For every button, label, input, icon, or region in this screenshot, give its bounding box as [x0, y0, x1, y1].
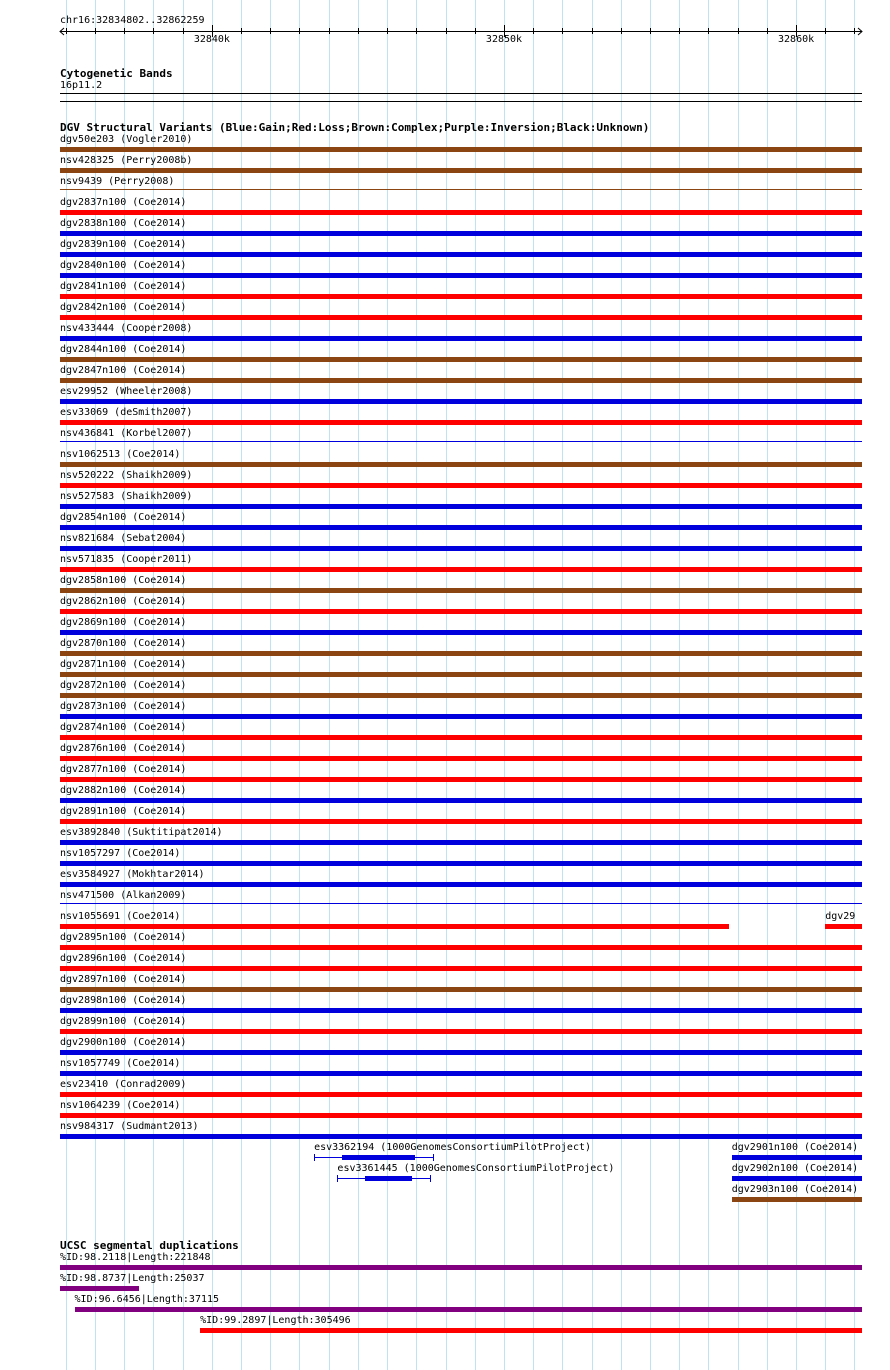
coordinate-ruler	[0, 25, 890, 37]
variant-bar[interactable]	[60, 903, 862, 904]
variant-label: nsv1057749 (Coe2014)	[60, 1058, 181, 1069]
variant-label: dgv2841n100 (Coe2014)	[60, 281, 187, 292]
variant-bar[interactable]	[60, 882, 862, 887]
variant-label: nsv984317 (Sudmant2013)	[60, 1121, 199, 1132]
variant-bar[interactable]	[60, 987, 862, 992]
variant-label: dgv2897n100 (Coe2014)	[60, 974, 187, 985]
variant-bar[interactable]	[60, 735, 862, 740]
variant-bar[interactable]	[342, 1155, 415, 1160]
segdup-label: %ID:98.8737|Length:25037	[60, 1273, 205, 1284]
variant-bar[interactable]	[732, 1176, 862, 1181]
variant-bar[interactable]	[60, 588, 862, 593]
variant-label: esv3362194 (1000GenomesConsortiumPilotProject)	[314, 1142, 592, 1153]
variant-label: dgv2873n100 (Coe2014)	[60, 701, 187, 712]
variant-label: nsv433444 (Cooper2008)	[60, 323, 193, 334]
variant-label: dgv2847n100 (Coe2014)	[60, 365, 187, 376]
cyto-track-title: Cytogenetic Bands	[60, 67, 173, 80]
region-label: chr16:32834802..32862259	[60, 15, 205, 26]
segdup-label: %ID:99.2897|Length:305496	[200, 1315, 351, 1326]
variant-bar[interactable]	[60, 1134, 862, 1139]
variant-bar[interactable]	[732, 1197, 862, 1202]
variant-whisker-cap[interactable]	[314, 1154, 315, 1161]
variant-bar[interactable]	[60, 189, 862, 190]
variant-label: nsv821684 (Sebat2004)	[60, 533, 187, 544]
variant-label: esv3361445 (1000GenomesConsortiumPilotProject)	[337, 1163, 615, 1174]
variant-label: dgv50e203 (Vogler2010)	[60, 134, 193, 145]
variant-label: dgv2895n100 (Coe2014)	[60, 932, 187, 943]
variant-bar[interactable]	[60, 399, 862, 404]
variant-bar[interactable]	[60, 1029, 862, 1034]
variant-bar[interactable]	[60, 1071, 862, 1076]
variant-label: esv3584927 (Mokhtar2014)	[60, 869, 205, 880]
variant-bar[interactable]	[60, 336, 862, 341]
variant-label: nsv571835 (Cooper2011)	[60, 554, 193, 565]
variant-bar[interactable]	[60, 462, 862, 467]
variant-label: dgv2837n100 (Coe2014)	[60, 197, 187, 208]
variant-label: dgv2840n100 (Coe2014)	[60, 260, 187, 271]
cyto-band-label: 16p11.2	[60, 80, 103, 91]
variant-bar[interactable]	[60, 861, 862, 866]
segdup-label: %ID:96.6456|Length:37115	[74, 1294, 220, 1305]
variant-bar[interactable]	[60, 504, 862, 509]
variant-bar[interactable]	[60, 651, 862, 656]
variant-bar[interactable]	[60, 756, 862, 761]
variant-bar[interactable]	[365, 1176, 412, 1181]
variant-label: esv29952 (Wheeler2008)	[60, 386, 193, 397]
variant-label: dgv2838n100 (Coe2014)	[60, 218, 187, 229]
variant-bar[interactable]	[60, 714, 862, 719]
variant-bar[interactable]	[60, 546, 862, 551]
variant-label: nsv471500 (Alkan2009)	[60, 890, 187, 901]
cyto-band-bottom-line	[60, 101, 862, 102]
variant-bar[interactable]	[60, 483, 862, 488]
variant-bar[interactable]	[60, 945, 862, 950]
variant-label: nsv428325 (Perry2008b)	[60, 155, 193, 166]
variant-label: dgv2839n100 (Coe2014)	[60, 239, 187, 250]
variant-bar[interactable]	[60, 525, 862, 530]
variant-label: dgv2844n100 (Coe2014)	[60, 344, 187, 355]
variant-bar[interactable]	[60, 210, 862, 215]
variant-label: dgv2898n100 (Coe2014)	[60, 995, 187, 1006]
variant-label: dgv2870n100 (Coe2014)	[60, 638, 187, 649]
variant-label: dgv2882n100 (Coe2014)	[60, 785, 187, 796]
variant-bar[interactable]	[60, 420, 862, 425]
ruler-tick-label: 32840k	[193, 34, 230, 45]
variant-label: nsv436841 (Korbel2007)	[60, 428, 193, 439]
variant-label: nsv1062513 (Coe2014)	[60, 449, 181, 460]
variant-bar[interactable]	[60, 231, 862, 236]
variant-label: dgv2896n100 (Coe2014)	[60, 953, 187, 964]
variant-whisker-cap[interactable]	[433, 1154, 434, 1161]
ruler-tick-label: 32850k	[485, 34, 523, 45]
variant-bar[interactable]	[60, 357, 862, 362]
variant-label: dgv2899n100 (Coe2014)	[60, 1016, 187, 1027]
variant-label: dgv2891n100 (Coe2014)	[60, 806, 187, 817]
segdup-bar[interactable]	[60, 1286, 139, 1291]
variant-label: dgv2874n100 (Coe2014)	[60, 722, 187, 733]
variant-label: nsv527583 (Shaikh2009)	[60, 491, 193, 502]
variant-bar[interactable]	[60, 672, 862, 677]
variant-label: dgv2869n100 (Coe2014)	[60, 617, 187, 628]
variant-label: dgv2900n100 (Coe2014)	[60, 1037, 187, 1048]
variant-bar[interactable]	[60, 1008, 862, 1013]
ruler-tick-label: 32860k	[778, 34, 815, 45]
variant-label: dgv2872n100 (Coe2014)	[60, 680, 187, 691]
variant-whisker-cap[interactable]	[337, 1175, 338, 1182]
variant-bar[interactable]	[60, 819, 862, 824]
variant-label: dgv29	[825, 911, 856, 922]
variant-label: dgv2862n100 (Coe2014)	[60, 596, 187, 607]
variant-label: dgv2876n100 (Coe2014)	[60, 743, 187, 754]
segdup-label: %ID:98.2118|Length:221848	[60, 1252, 211, 1263]
variant-label: esv3892840 (Suktitipat2014)	[60, 827, 223, 838]
variant-bar[interactable]	[60, 1113, 862, 1118]
variant-label: nsv1064239 (Coe2014)	[60, 1100, 181, 1111]
cyto-band-top-line	[60, 93, 862, 94]
variant-label: dgv2854n100 (Coe2014)	[60, 512, 187, 523]
variant-bar[interactable]	[60, 798, 862, 803]
variant-bar[interactable]	[60, 441, 862, 442]
variant-bar[interactable]	[60, 1092, 862, 1097]
variant-label: dgv2871n100 (Coe2014)	[60, 659, 187, 670]
variant-bar[interactable]	[60, 630, 862, 635]
variant-whisker-cap[interactable]	[430, 1175, 431, 1182]
segdup-bar[interactable]	[60, 1265, 862, 1270]
variant-bar[interactable]	[60, 315, 862, 320]
variant-bar[interactable]	[60, 609, 862, 614]
variant-label: dgv2877n100 (Coe2014)	[60, 764, 187, 775]
variant-bar[interactable]	[825, 924, 862, 929]
dgv-track-title: DGV Structural Variants (Blue:Gain;Red:Loss;Brown:Complex;Purple:Inversion;Black:Unknown)	[60, 121, 650, 134]
variant-bar[interactable]	[60, 777, 862, 782]
segdup-track-title: UCSC segmental duplications	[60, 1239, 239, 1252]
variant-bar[interactable]	[60, 840, 862, 845]
variant-bar[interactable]	[60, 693, 862, 698]
variant-bar[interactable]	[60, 567, 862, 572]
variant-label: nsv520222 (Shaikh2009)	[60, 470, 193, 481]
variant-label: dgv2902n100 (Coe2014)	[731, 1163, 859, 1174]
variant-bar[interactable]	[60, 1050, 862, 1055]
variant-bar[interactable]	[732, 1155, 862, 1160]
variant-label: nsv9439 (Perry2008)	[60, 176, 175, 187]
variant-label: nsv1055691 (Coe2014)	[60, 911, 181, 922]
variant-bar[interactable]	[60, 273, 862, 278]
variant-bar[interactable]	[60, 252, 862, 257]
variant-label: dgv2901n100 (Coe2014)	[731, 1142, 859, 1153]
variant-bar[interactable]	[60, 378, 862, 383]
variant-bar[interactable]	[60, 966, 862, 971]
variant-label: esv23410 (Conrad2009)	[60, 1079, 187, 1090]
segdup-bar[interactable]	[200, 1328, 862, 1333]
variant-label: dgv2842n100 (Coe2014)	[60, 302, 187, 313]
variant-bar[interactable]	[60, 294, 862, 299]
variant-label: nsv1057297 (Coe2014)	[60, 848, 181, 859]
variant-label: dgv2858n100 (Coe2014)	[60, 575, 187, 586]
variant-bar[interactable]	[60, 924, 729, 929]
variant-bar[interactable]	[60, 147, 862, 152]
segdup-bar[interactable]	[75, 1307, 862, 1312]
variant-bar[interactable]	[60, 168, 862, 173]
variant-label: esv33069 (deSmith2007)	[60, 407, 193, 418]
variant-label: dgv2903n100 (Coe2014)	[731, 1184, 859, 1195]
